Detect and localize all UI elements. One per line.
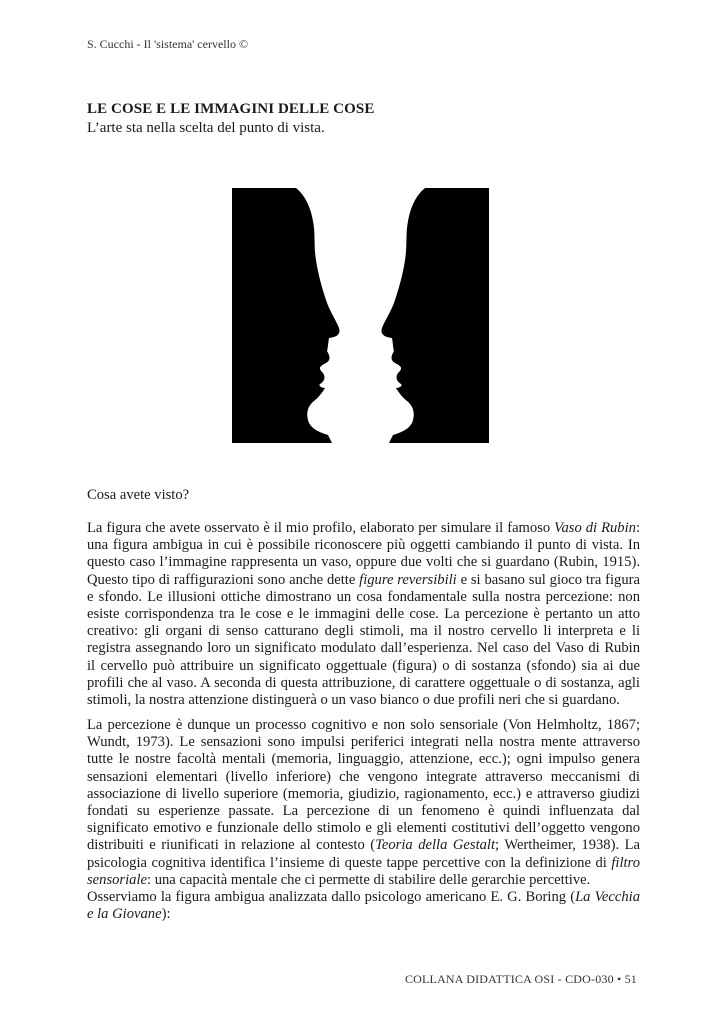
p2-text-c: ; Wertheimer, 1938). La psicologia cognitiva identifica l’insieme di queste tappe percettive con la definizione di (87, 837, 640, 871)
paragraph-percezione (87, 717, 640, 889)
p1-emph-figure-reversibili: figure reversibili (359, 571, 457, 588)
p2-text-a: La percezione è dunque un processo cognitivo e non solo sensoriale (Von Helmholtz, 1867; Wundt, 1973). Le sensazioni sono impulsi periferici integrati nella nostra mente attraverso tutte le nostre facoltà mentali (memoria, linguaggio, attenzione, ecc.); ogni impulso genera sensazioni elementari (livello inferiore) che vengono integrate attraverso meccanismi di associazione di livello superiore (memoria, giudizio, ragionamento, ecc.) e attraverso giudizi fondati su esperienze passate. La percezione di un fenomeno è quindi influenzata dal significato emotivo e funzionale dello stimolo e gli elementi costitutivi dell’oggetto vengono distribuiti e riunificati in relazione al contesto ( (87, 717, 640, 854)
paragraph-rubin (87, 520, 640, 709)
p3-text-a: Osserviamo la figura ambigua analizzata dallo psicologo americano E. G. Boring ( (87, 889, 576, 905)
section-title: LE COSE E LE IMMAGINI DELLE COSE (87, 101, 375, 117)
p2-emph-filtro-sensoriale: filtro sensoriale (87, 854, 640, 888)
running-header: S. Cucchi - Il 'sistema' cervello © (87, 37, 249, 51)
section-subtitle: L’arte sta nella scelta del punto di vista. (87, 120, 325, 136)
p3-emph-vecchia-giovane: La Vecchia e la Giovane (87, 889, 640, 923)
rubin-vase-figure (232, 188, 489, 443)
p2-emph-teoria-gestalt: Teoria della Gestalt (375, 837, 496, 854)
p2-text-e: : una capacità mentale che ci permette di stabilire delle gerarchie percettive. (147, 871, 591, 888)
paragraph-boring (87, 889, 640, 923)
rubin-vase-illustration (232, 188, 489, 443)
p1-text-a: La figura che avete osservato è il mio profilo, elaborato per simulare il famoso (87, 520, 555, 536)
question-line: Cosa avete visto? (87, 487, 190, 503)
page-footer: COLLANA DIDATTICA OSI - CDO-030 • 51 (404, 972, 637, 986)
p3-text-c: ): (161, 906, 171, 923)
p1-text-c: : una figura ambigua in cui è possibile riconoscere più oggetti cambiando il punto di vista. In questo caso l’immagine rappresenta un vaso, oppure due volti che si guardano (Rubin, 1915). Questo tipo di raffigurazioni sono anche dette (87, 520, 640, 588)
p1-emph-vaso-di-rubin: Vaso di Rubin (554, 520, 636, 536)
p1-text-e: e si basano sul gioco tra figura e sfondo. Le illusioni ottiche dimostrano un cosa fondamentale sulla nostra percezione: non esiste corrispondenza tra le cose e le immagini delle cose. La percezione è pertanto un atto creativo: gli organi di senso catturano degli stimoli, ma il nostro cervello li interpreta e li registra assegnando loro un significato modulato dall’esperienza. Nel caso del Vaso di Rubin il cervello può attribuire un significato oggettuale (figura) o di sostanza (sfondo) sia ai due profili che al vaso. A seconda di questa attribuzione, di carattere oggettuale o di sostanza, agli stimoli, la nostra attenzione distinguerà o un vaso bianco o due profili neri che si guardano. (87, 571, 640, 709)
